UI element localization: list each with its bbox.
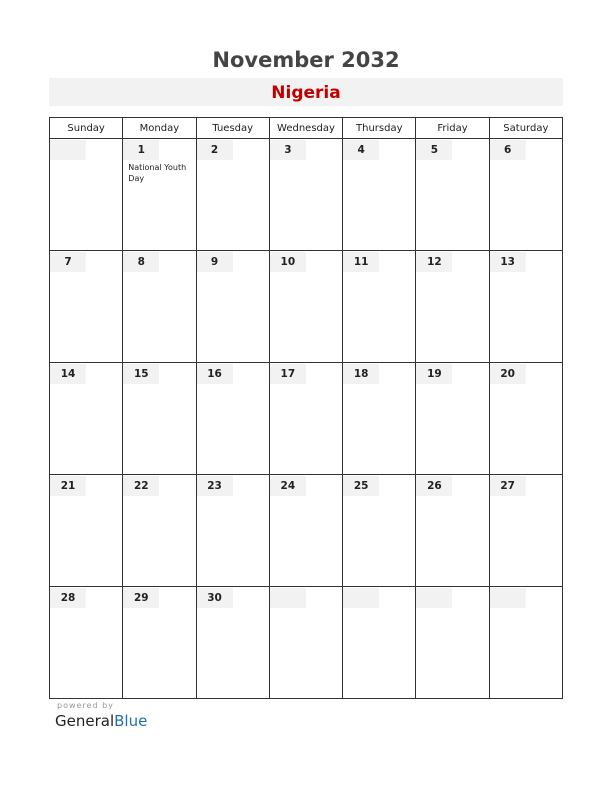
day-cell — [489, 475, 562, 587]
day-number: 13 — [490, 252, 526, 272]
weekday-saturday: Saturday — [489, 118, 562, 139]
day-number: 26 — [416, 476, 452, 496]
day-number: 15 — [123, 364, 159, 384]
week-row — [50, 139, 563, 251]
holiday-label: National Youth Day — [128, 163, 187, 183]
day-number: 23 — [197, 476, 233, 496]
week-row — [50, 587, 563, 699]
day-number: 17 — [270, 364, 306, 384]
day-cell — [343, 251, 416, 363]
day-number: 2 — [197, 140, 233, 160]
day-number: 3 — [270, 140, 306, 160]
day-cell — [416, 475, 489, 587]
day-cell — [269, 139, 342, 251]
week-row — [50, 251, 563, 363]
day-cell — [343, 363, 416, 475]
day-number: 27 — [490, 476, 526, 496]
day-number: 7 — [50, 252, 86, 272]
day-number: 14 — [50, 364, 86, 384]
weekday-sunday: Sunday — [50, 118, 123, 139]
day-number: 21 — [50, 476, 86, 496]
day-number: 22 — [123, 476, 159, 496]
day-cell — [269, 587, 342, 699]
day-cell — [416, 139, 489, 251]
country-name: Nigeria — [271, 83, 341, 103]
day-cell — [416, 587, 489, 699]
day-cell — [50, 475, 123, 587]
brand-general: General — [55, 712, 115, 730]
day-number: 25 — [343, 476, 379, 496]
country-band — [49, 78, 563, 106]
day-number: 28 — [50, 588, 86, 608]
day-cell — [269, 475, 342, 587]
day-cell — [489, 363, 562, 475]
day-cell — [269, 251, 342, 363]
day-number: 5 — [416, 140, 452, 160]
day-cell — [416, 251, 489, 363]
weekday-tuesday: Tuesday — [196, 118, 269, 139]
generalblue-logo[interactable] — [55, 712, 147, 730]
powered-by-text: powered by — [57, 701, 114, 710]
weekday-wednesday: Wednesday — [269, 118, 342, 139]
day-number: 29 — [123, 588, 159, 608]
day-cell — [489, 251, 562, 363]
day-cell — [343, 587, 416, 699]
day-cell — [123, 587, 196, 699]
day-number: 11 — [343, 252, 379, 272]
day-number: 19 — [416, 364, 452, 384]
brand-blue: Blue — [114, 712, 148, 730]
day-cell — [196, 251, 269, 363]
day-number: 20 — [490, 364, 526, 384]
day-cell — [50, 139, 123, 251]
day-cell — [196, 475, 269, 587]
day-number: 16 — [197, 364, 233, 384]
weekday-friday: Friday — [416, 118, 489, 139]
day-cell — [416, 363, 489, 475]
day-number — [416, 588, 452, 608]
day-cell — [123, 475, 196, 587]
day-number: 10 — [270, 252, 306, 272]
day-number — [490, 588, 526, 608]
day-number: 12 — [416, 252, 452, 272]
day-number: 24 — [270, 476, 306, 496]
day-number — [343, 588, 379, 608]
day-cell — [123, 251, 196, 363]
day-cell — [196, 363, 269, 475]
day-number: 6 — [490, 140, 526, 160]
day-cell — [343, 475, 416, 587]
day-cell — [196, 587, 269, 699]
day-number — [50, 140, 86, 160]
day-cell — [489, 587, 562, 699]
day-number: 1 — [123, 140, 159, 160]
day-number: 18 — [343, 364, 379, 384]
day-number: 9 — [197, 252, 233, 272]
page-title: November 2032 — [212, 48, 400, 72]
weekday-thursday: Thursday — [343, 118, 416, 139]
week-row — [50, 363, 563, 475]
day-cell — [196, 139, 269, 251]
day-number: 4 — [343, 140, 379, 160]
day-number: 30 — [197, 588, 233, 608]
weekday-header-row — [50, 118, 563, 139]
week-row — [50, 475, 563, 587]
day-cell — [123, 139, 196, 251]
day-cell — [50, 587, 123, 699]
day-cell — [269, 363, 342, 475]
weekday-monday: Monday — [123, 118, 196, 139]
day-cell — [50, 363, 123, 475]
day-cell — [343, 139, 416, 251]
day-number — [270, 588, 306, 608]
day-cell — [50, 251, 123, 363]
day-cell — [489, 139, 562, 251]
day-cell — [123, 363, 196, 475]
calendar-grid — [49, 117, 563, 699]
day-number: 8 — [123, 252, 159, 272]
